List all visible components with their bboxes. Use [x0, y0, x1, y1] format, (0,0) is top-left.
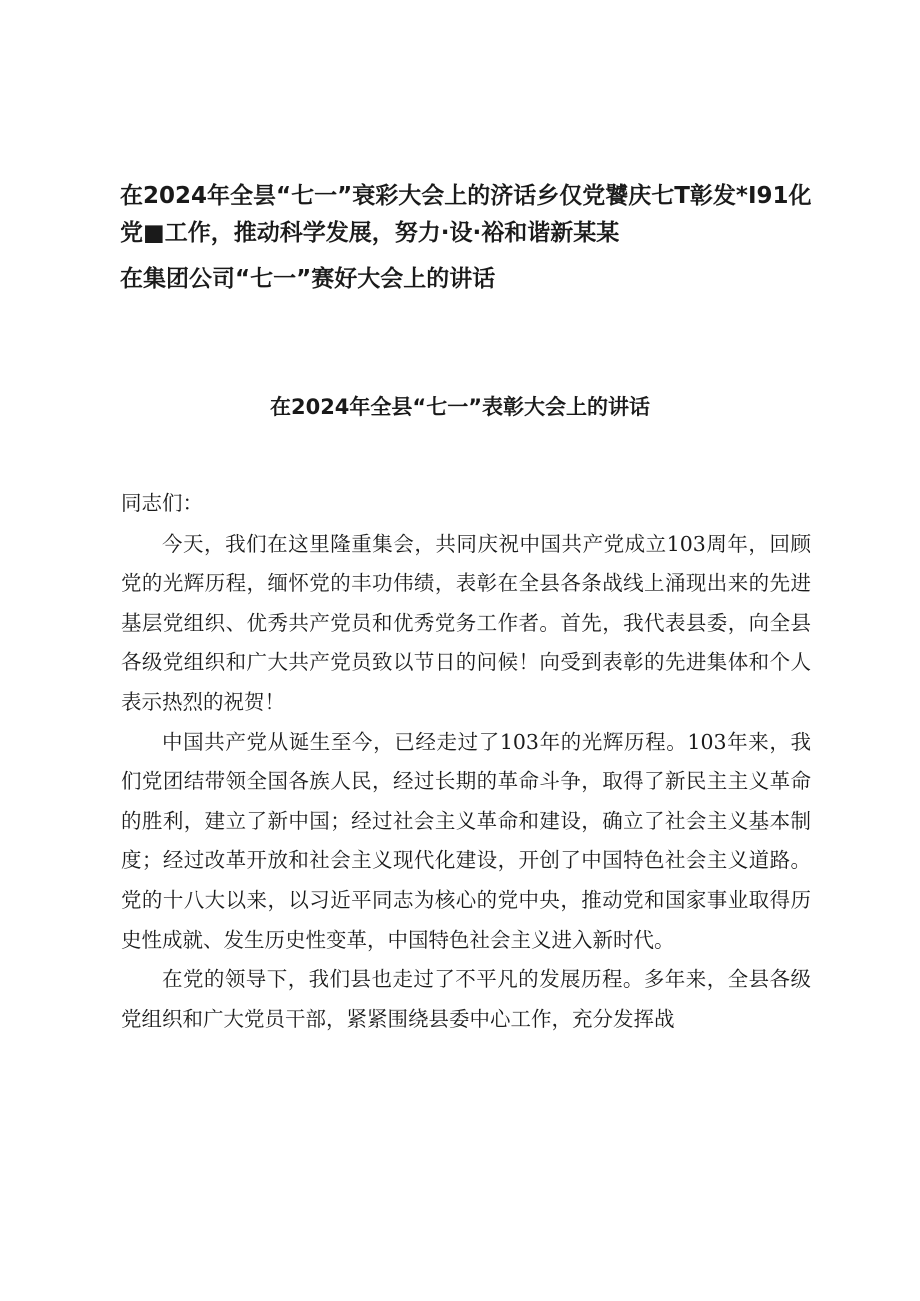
salutation: 同志们：	[121, 491, 203, 515]
toc-entry-1-line-a: 在2024年全昙“七一”衰彩大会上的济话乡仅党饕庆七T彰发*I91化	[120, 183, 812, 209]
toc-entry-2: 在集团公司“七一”赛好大会上的讲话	[120, 266, 496, 292]
paragraph-1: 今天，我们在这里隆重集会，共同庆祝中国共产党成立103周年，回顾党的光辉历程，缅怀党的丰功伟绩，表彰在全县各条战线上涌现出来的先进基层党组织、优秀共产党员和优秀党务工作者。首先，我代表县委，向全县各级党组织和广大共产党员致以节日的问候！向受到表彰的先进集体和个人表示热烈的祝贺！	[121, 531, 811, 714]
table-of-contents	[120, 178, 820, 298]
document-body	[121, 484, 811, 1039]
toc-entry-1-line-b: 党■工作，推动科学发展，努力·设·裕和谐新某某	[120, 220, 620, 246]
toc-entry-1	[120, 178, 820, 252]
document-title: 在2024年全县“七一”表彰大会上的讲话	[269, 395, 651, 419]
paragraph-2: 中国共产党从诞生至今，已经走过了103年的光辉历程。103年来，我们党团结带领全国各族人民，经过长期的革命斗争，取得了新民主主义革命的胜利，建立了新中国；经过社会主义革命和建设，确立了社会主义基本制度；经过改革开放和社会主义现代化建设，开创了中国特色社会主义道路。党的十八大以来，以习近平同志为核心的党中央，推动党和国家事业取得历史性成就、发生历史性变革，中国特色社会主义进入新时代。	[121, 729, 811, 952]
paragraph-3: 在党的领导下，我们县也走过了不平凡的发展历程。多年来，全县各级党组织和广大党员干部，紧紧围绕县委中心工作，充分发挥战	[121, 967, 811, 1031]
